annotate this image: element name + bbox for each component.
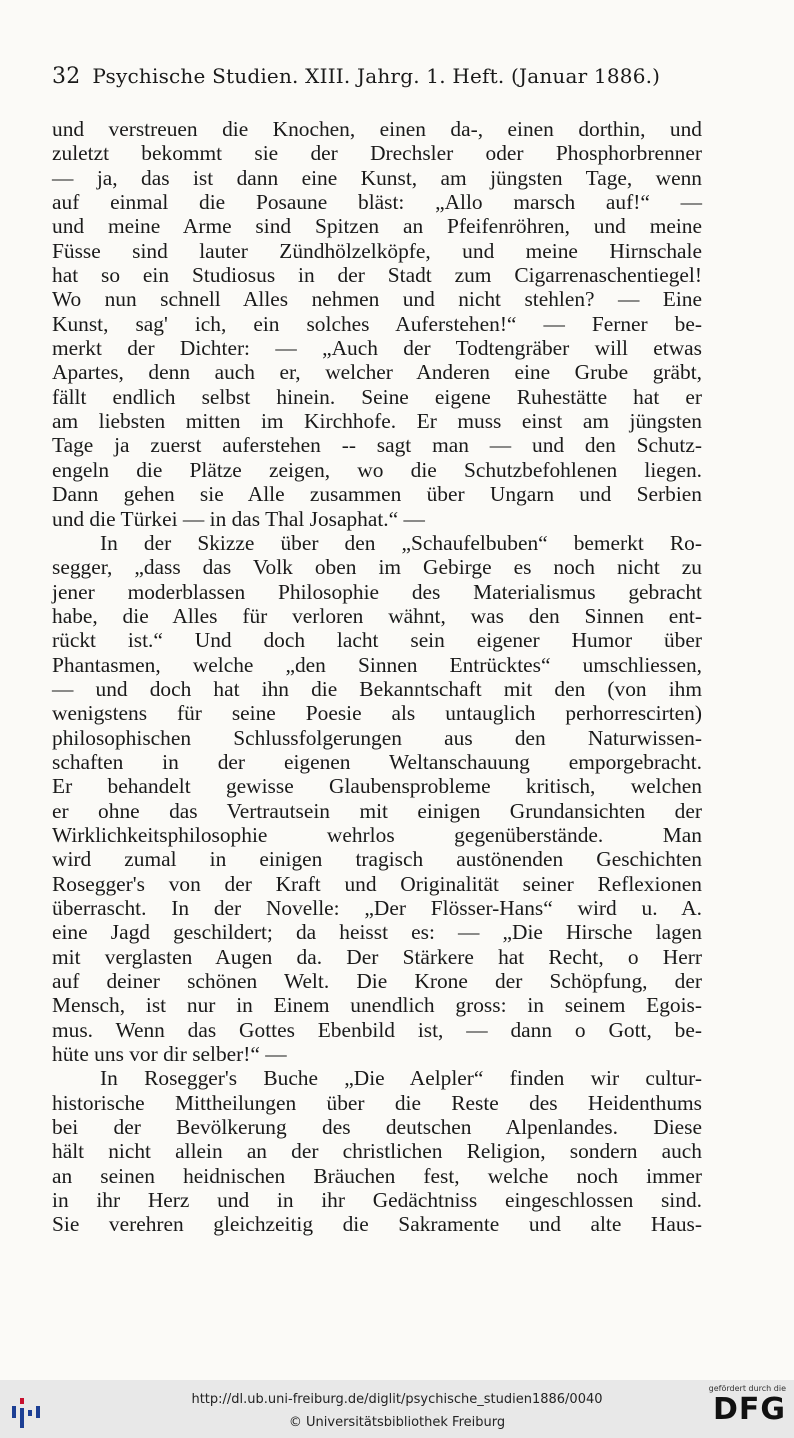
text-line: und die Türkei — in das Thal Josaphat.“ —: [52, 506, 425, 531]
text-line: Wirklichkeitsphilosophie wehrlos gegenüberstände. Man: [52, 822, 702, 847]
text-line: in ihr Herz und in ihr Gedächtniss eingeschlossen sind.: [52, 1188, 702, 1213]
text-line: Dann gehen sie Alle zusammen über Ungarn und Serbien: [52, 482, 702, 507]
text-line: — und doch hat ihn die Bekanntschaft mit den (von ihm: [52, 676, 702, 701]
text-line: In Rosegger's Buche „Die Aelpler“ finden wir cultur-: [100, 1066, 702, 1091]
text-line: hat so ein Studiosus in der Stadt zum Cigarrenaschentiegel!: [52, 263, 702, 288]
text-line: wird zumal in einigen tragisch austönenden Geschichten: [52, 847, 702, 872]
text-line: eine Jagd geschildert; da heisst es: — „Die Hirsche lagen: [52, 920, 702, 945]
text-line: Mensch, ist nur in Einem unendlich gross: in seinem Egois-: [52, 993, 702, 1018]
body-text: [52, 117, 702, 1237]
page-number: 32: [52, 64, 81, 89]
text-line: Sie verehren gleichzeitig die Sakramente und alte Haus-: [52, 1212, 702, 1237]
text-line: jener moderblassen Philosophie des Materialismus gebracht: [52, 579, 702, 604]
text-line: er ohne das Vertrautsein mit einigen Grundansichten der: [52, 798, 702, 823]
text-line: am liebsten mitten im Kirchhofe. Er muss einst am jüngsten: [52, 409, 702, 434]
text-line: Phantasmen, welche „den Sinnen Entrücktes“ umschliessen,: [52, 652, 702, 677]
text-line: mit verglasten Augen da. Der Stärkere hat Recht, o Herr: [52, 944, 702, 969]
text-line: an seinen heidnischen Bräuchen fest, welche noch immer: [52, 1163, 702, 1188]
text-line: In der Skizze über den „Schaufelbuben“ bemerkt Ro-: [100, 530, 702, 555]
text-line: hält nicht allein an der christlichen Religion, sondern auch: [52, 1139, 702, 1164]
text-line: zuletzt bekommt sie der Drechsler oder Phosphorbrenner: [52, 141, 702, 166]
dfg-logo-text: DFG: [712, 1392, 786, 1427]
text-line: Kunst, sag' ich, ein solches Auferstehen!“ — Ferner be-: [52, 311, 702, 336]
footer-bar: [0, 1380, 794, 1438]
text-line: auf deiner schönen Welt. Die Krone der Schöpfung, der: [52, 969, 702, 994]
text-line: auf einmal die Posaune bläst: „Allo marsch auf!“ —: [52, 190, 702, 215]
text-line: Tage ja zuerst auferstehen -- sagt man — und den Schutz-: [52, 433, 702, 458]
text-line: wenigstens für seine Poesie als untauglich perhorrescirten): [52, 701, 702, 726]
text-line: rückt ist.“ Und doch lacht sein eigener Humor über: [52, 628, 702, 653]
text-line: mus. Wenn das Gottes Ebenbild ist, — dann o Gott, be-: [52, 1017, 702, 1042]
text-line: hüte uns vor dir selber!“ —: [52, 1042, 287, 1067]
text-line: philosophischen Schlussfolgerungen aus den Naturwissen-: [52, 725, 702, 750]
text-line: — ja, das ist dann eine Kunst, am jüngsten Tage, wenn: [52, 165, 702, 190]
text-line: und verstreuen die Knochen, einen da-, einen dorthin, und: [52, 117, 702, 141]
text-line: Wo nun schnell Alles nehmen und nicht stehlen? — Eine: [52, 287, 702, 312]
text-line: bei der Bevölkerung des deutschen Alpenlandes. Diese: [52, 1115, 702, 1140]
source-url-link[interactable]: http://dl.ub.uni-freiburg.de/diglit/psychische_studien1886/0040: [191, 1392, 603, 1407]
dfg-caption: gefördert durch die: [708, 1384, 786, 1393]
text-line: Apartes, denn auch er, welcher Anderen eine Grube gräbt,: [52, 360, 702, 385]
text-line: merkt der Dichter: — „Auch der Todtengräber will etwas: [52, 336, 702, 361]
dfg-logo[interactable]: [700, 1384, 786, 1436]
running-title: Psychische Studien. XIII. Jahrg. 1. Heft. (Januar 1886.): [92, 64, 661, 88]
text-line: Füsse sind lauter Zündhölzelköpfe, und meine Hirnschale: [52, 238, 702, 263]
running-header: [52, 64, 742, 89]
text-line: engeln die Plätze zeigen, wo die Schutzbefohlenen liegen.: [52, 457, 702, 482]
text-line: überrascht. In der Novelle: „Der Flösser-Hans“ wird u. A.: [52, 896, 702, 920]
text-line: habe, die Alles für verloren wähnt, was den Sinnen ent-: [52, 603, 702, 628]
text-line: historische Mittheilungen über die Reste des Heidenthums: [52, 1090, 702, 1115]
text-line: und meine Arme sind Spitzen an Pfeifenröhren, und meine: [52, 214, 702, 239]
text-line: segger, „dass das Volk oben im Gebirge es noch nicht zu: [52, 555, 702, 580]
copyright-text: © Universitätsbibliothek Freiburg: [288, 1415, 506, 1430]
text-line: Er behandelt gewisse Glaubensprobleme kritisch, welchen: [52, 774, 702, 799]
text-line: fällt endlich selbst hinein. Seine eigene Ruhestätte hat er: [52, 384, 702, 409]
text-line: Rosegger's von der Kraft und Originalität seiner Reflexionen: [52, 871, 702, 896]
text-line: schaften in der eigenen Weltanschauung emporgebracht.: [52, 749, 702, 774]
